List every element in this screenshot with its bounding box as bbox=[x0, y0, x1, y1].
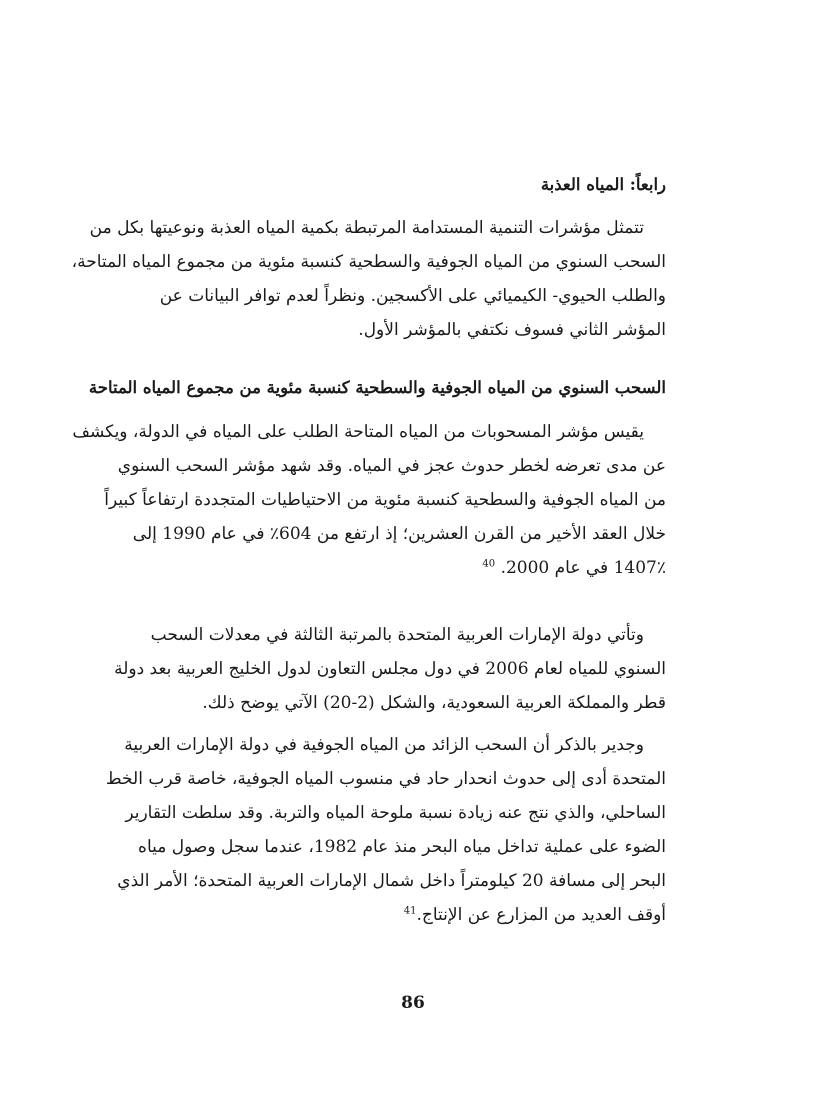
paragraph-2 bbox=[72, 415, 666, 585]
paragraph-line: وتأتي دولة الإمارات العربية المتحدة بالمرتبة الثالثة في معدلات السحب bbox=[150, 625, 644, 645]
paragraph-line: يقيس مؤشر المسحوبات من المياه المتاحة الطلب على المياه في الدولة، ويكشف bbox=[72, 422, 644, 442]
paragraph-line-with-footnote bbox=[160, 551, 666, 585]
subheading-block bbox=[88, 371, 666, 405]
paragraph-line: من المياه الجوفية والسطحية كنسبة مئوية من الاحتياطيات المتجددة ارتفاعاً كبيراً bbox=[104, 490, 666, 510]
paragraph-line: تتمثل مؤشرات التنمية المستدامة المرتبطة بكمية المياه العذبة ونوعيتها بكل من bbox=[89, 218, 644, 238]
paragraph-line: 1407٪ في عام 2000. bbox=[500, 558, 666, 578]
section-heading-block bbox=[160, 168, 666, 202]
page-number: 86 bbox=[401, 993, 425, 1013]
paragraph-line: الضوء على عملية تداخل مياه البحر منذ عام 1982، عندما سجل وصول مياه bbox=[138, 837, 666, 857]
paragraph-line: وجدير بالذكر أن السحب الزائد من المياه الجوفية في دولة الإمارات العربية bbox=[124, 735, 644, 755]
paragraph-line: الساحلي، والذي نتج عنه زيادة نسبة ملوحة المياه والتربة. وقد سلطت التقارير bbox=[125, 803, 666, 823]
paragraph-line: والطلب الحيوي- الكيميائي على الأكسجين. ونظراً لعدم توافر البيانات عن bbox=[159, 286, 666, 306]
paragraph-line: السحب السنوي من المياه الجوفية والسطحية كنسبة مئوية من مجموع المياه المتاحة، bbox=[71, 252, 666, 272]
paragraph-line: البحر إلى مسافة 20 كيلومتراً داخل شمال الإمارات العربية المتحدة؛ الأمر الذي bbox=[117, 871, 666, 891]
paragraph-line: السنوي للمياه لعام 2006 في دول مجلس التعاون لدول الخليج العربية بعد دولة bbox=[114, 659, 666, 679]
footnote-reference: 41 bbox=[403, 905, 417, 917]
paragraph-4 bbox=[105, 728, 666, 932]
subheading: السحب السنوي من المياه الجوفية والسطحية كنسبة مئوية من مجموع المياه المتاحة bbox=[88, 378, 666, 397]
paragraph-line: أوقف العديد من المزارع عن الإنتاج. bbox=[416, 905, 666, 925]
paragraph-line: المتحدة أدى إلى حدوث انحدار حاد في منسوب المياه الجوفية، خاصة قرب الخط bbox=[105, 769, 666, 789]
paragraph-line-with-footnote bbox=[160, 898, 666, 932]
paragraph-1 bbox=[71, 211, 666, 347]
section-heading: رابعاً: المياه العذبة bbox=[540, 175, 666, 194]
paragraph-line: عن مدى تعرضه لخطر حدوث عجز في المياه. وقد شهد مؤشر السحب السنوي bbox=[117, 456, 666, 476]
paragraph-line: قطر والمملكة العربية السعودية، والشكل (2-20) الآتي يوضح ذلك. bbox=[202, 693, 666, 713]
paragraph-3 bbox=[114, 618, 666, 720]
footnote-reference: 40 bbox=[482, 558, 496, 570]
paragraph-line: خلال العقد الأخير من القرن العشرين؛ إذ ارتفع من 604٪ في عام 1990 إلى bbox=[132, 524, 666, 544]
paragraph-line: المؤشر الثاني فسوف نكتفي بالمؤشر الأول. bbox=[358, 320, 666, 340]
